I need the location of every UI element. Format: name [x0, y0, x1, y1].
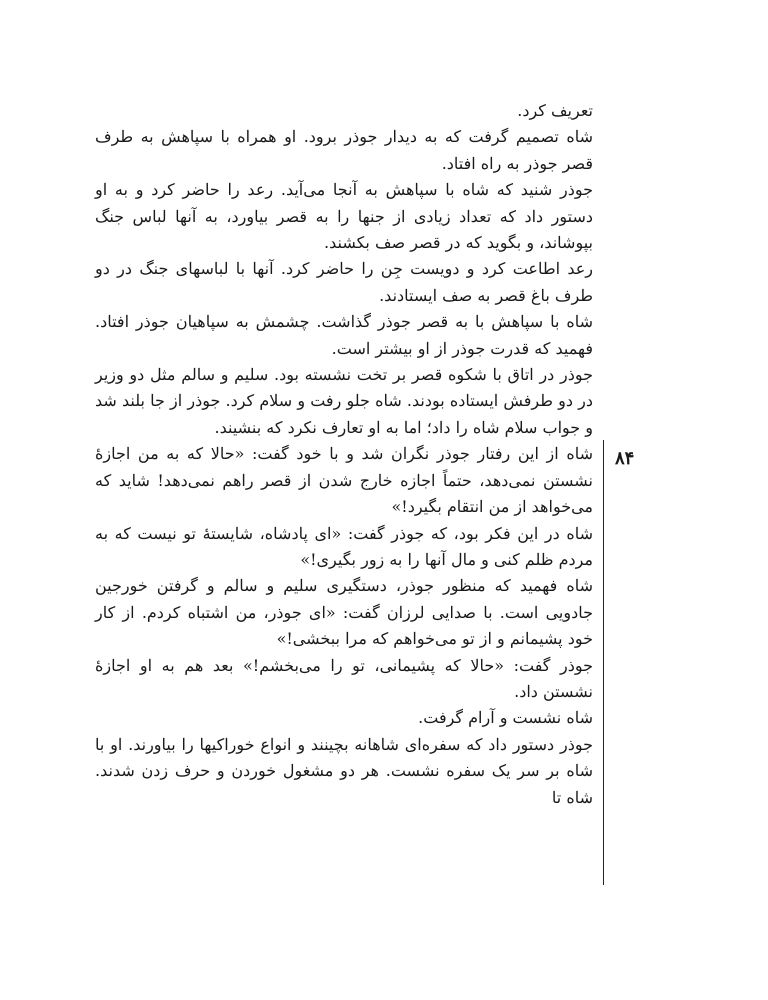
- paragraph: شاه نشست و آرام گرفت.: [418, 708, 593, 728]
- page-body-text: [95, 98, 593, 811]
- paragraph: جوذر شنید که شاه با سپاهش به آنجا می‌آید. رعد را حاضر کرد و به او دستور داد که تعداد زیادی از جنها را به قصر بیاورد، به آنها لباس جنگ بپوشاند، و بگوید که در قصر صف بکشند.: [95, 180, 593, 253]
- paragraph: تعریف کرد.: [517, 101, 593, 120]
- paragraph: جوذر دستور داد که سفره‌ای شاهانه بچینند و انواع خوراکیها را بیاورند. او با شاه بر سر یک سفره نشست. هر دو مشغول خوردن و حرف زدن شدند. شاه تا: [95, 734, 593, 807]
- margin-rule: [603, 440, 604, 885]
- paragraph: شاه از این رفتار جوذر نگران شد و با خود گفت: «حالا که به من اجازهٔ نشستن نمی‌دهد، حتماً اجازه خارج شدن از قصر راهم نمی‌دهد! شاید که می‌خواهد از من انتقام بگیرد!»: [95, 444, 593, 517]
- paragraph: جوذر گفت: «حالا که پشیمانی، تو را می‌بخشم!» بعد هم به او اجازهٔ نشستن داد.: [95, 655, 593, 701]
- paragraph: رعد اطاعت کرد و دویست جِن را حاضر کرد. آنها با لباسهای جنگ در دو طرف باغ قصر به صف ایستادند.: [95, 259, 593, 305]
- paragraph: شاه تصمیم گرفت که به دیدار جوذر برود. او همراه با سپاهش به طرف قصر جوذر به راه افتاد.: [95, 127, 593, 173]
- paragraph: جوذر در اتاق با شکوه قصر بر تخت نشسته بود. سلیم و سالم مثل دو وزیر در دو طرفش ایستاده بودند. شاه جلو رفت و سلام کرد. جوذر از جا بلند شد و جواب سلام شاه را داد؛ اما به او تعارف نکرد که بنشیند.: [95, 365, 593, 437]
- page-number: ۸۴: [615, 448, 635, 469]
- paragraph: شاه در این فکر بود، که جوذر گفت: «ای پادشاه، شایستهٔ تو نیست که به مردم ظلم کنی و مال آنها را به زور بگیری!»: [95, 523, 593, 569]
- paragraph: شاه فهمید که منظور جوذر، دستگیری سلیم و سالم و گرفتن خورجین جادویی است. با صدایی لرزان گفت: «ای جوذر، من اشتباه کردم. از کار خود پشیمانم و از تو می‌خواهم که مرا ببخشی!»: [95, 576, 593, 649]
- paragraph: شاه با سپاهش با به قصر جوذر گذاشت. چشمش به سپاهیان جوذر افتاد. فهمید که قدرت جوذر از او بیشتر است.: [95, 312, 593, 358]
